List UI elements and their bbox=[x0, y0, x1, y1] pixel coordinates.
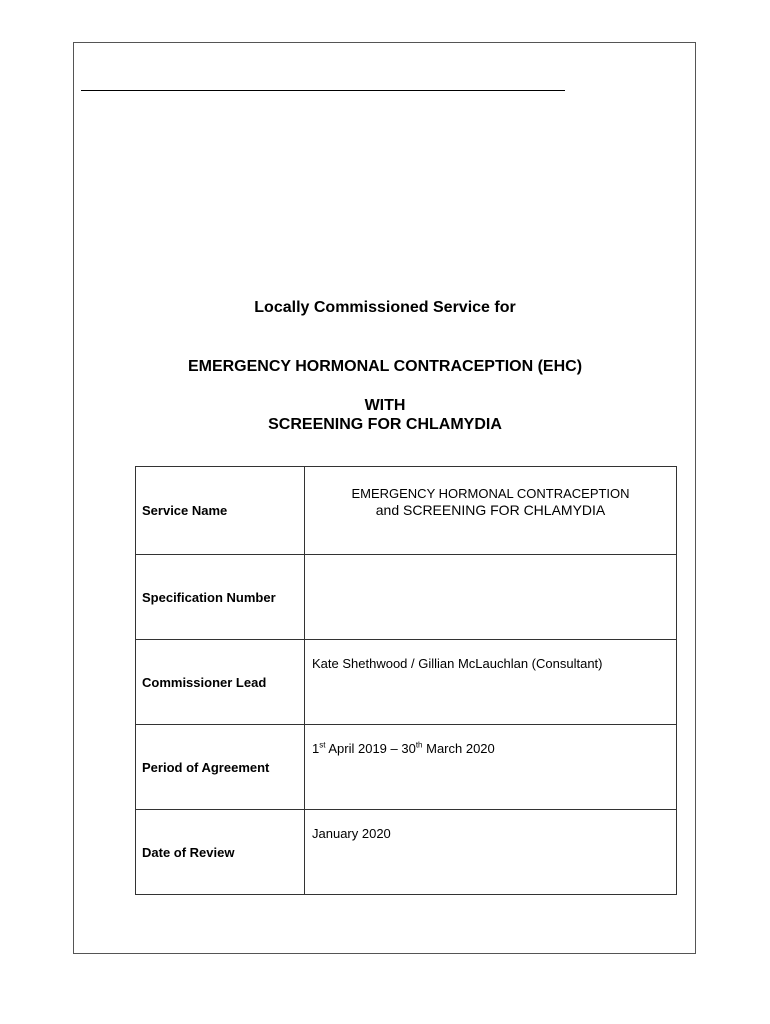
service-heading-screening: SCREENING FOR CHLAMYDIA bbox=[268, 416, 502, 433]
service-name-value bbox=[305, 467, 677, 555]
service-heading-with: WITH bbox=[364, 397, 406, 414]
table-row bbox=[136, 810, 677, 895]
row-label: Period of Agreement bbox=[136, 725, 305, 810]
table-row bbox=[136, 555, 677, 640]
row-label: Service Name bbox=[136, 467, 305, 555]
header-rule bbox=[81, 90, 565, 91]
date-of-review-value: January 2020 bbox=[305, 810, 677, 895]
period-of-agreement-value bbox=[305, 725, 677, 810]
commissioner-lead-value: Kate Shethwood / Gillian McLauchlan (Consultant) bbox=[305, 640, 677, 725]
row-label: Commissioner Lead bbox=[136, 640, 305, 725]
table-row bbox=[136, 640, 677, 725]
end-suffix: th bbox=[415, 740, 423, 750]
service-name-line-2: and SCREENING FOR CHLAMYDIA bbox=[375, 502, 606, 518]
start-rest: April 2019 – 30 bbox=[325, 741, 416, 756]
row-label: Date of Review bbox=[136, 810, 305, 895]
start-suffix: st bbox=[319, 740, 326, 750]
document-title: Locally Commissioned Service for bbox=[254, 299, 516, 316]
specification-number-value bbox=[305, 555, 677, 640]
table-row bbox=[136, 467, 677, 555]
service-heading: EMERGENCY HORMONAL CONTRACEPTION (EHC) bbox=[187, 358, 583, 375]
end-rest: March 2020 bbox=[422, 741, 495, 756]
row-label: Specification Number bbox=[136, 555, 305, 640]
service-name-line-1: EMERGENCY HORMONAL CONTRACEPTION bbox=[351, 486, 630, 501]
start-day: 1 bbox=[312, 741, 320, 756]
table-row bbox=[136, 725, 677, 810]
specification-table bbox=[135, 466, 677, 895]
